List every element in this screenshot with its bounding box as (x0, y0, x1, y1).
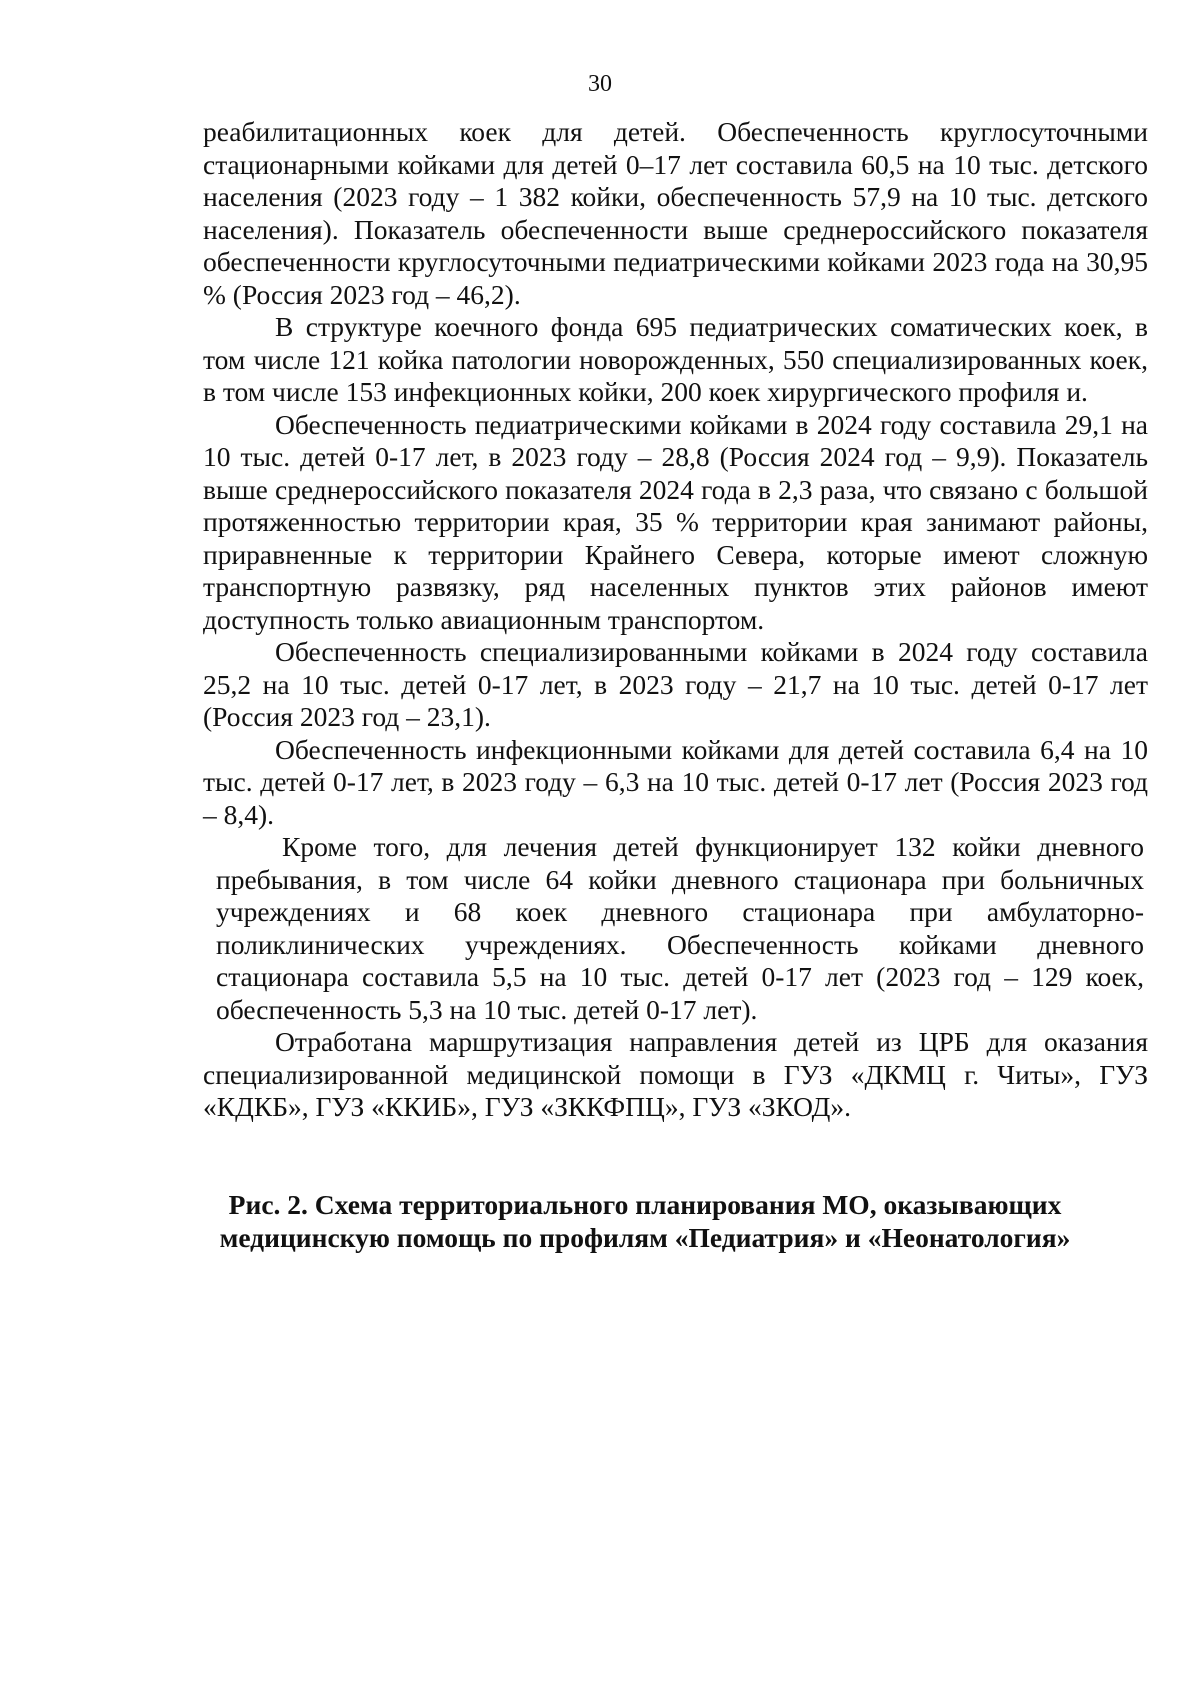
figure-caption-line-1: Рис. 2. Схема территориального планирования МО, оказывающих (228, 1189, 1062, 1220)
page-number: 30 (588, 71, 612, 97)
figure-caption-line-2: медицинскую помощь по профилям «Педиатрия» и «Неонатология» (219, 1222, 1071, 1253)
paragraph-day-stay-beds: Кроме того, для лечения детей функционирует 132 койки дневного пребывания, в том числе 64 койки дневного стационара при больничных учреждениях и 68 коек дневного стационара при амбулаторно-поликлинических учреждениях. Обеспеченность койками дневного стационара составила 5,5 на 10 тыс. детей 0-17 лет (2023 год – 129 коек, обеспеченность 5,3 на 10 тыс. детей 0-17 лет). (216, 831, 1144, 1025)
paragraph-bed-fund-structure: В структуре коечного фонда 695 педиатрических соматических коек, в том числе 121 койка патологии новорожденных, 550 специализированных коек, в том числе 153 инфекционных койки, 200 коек хирургического профиля и. (203, 311, 1148, 407)
body-text (203, 116, 1148, 1124)
paragraph-pediatric-beds: Обеспеченность педиатрическими койками в 2024 году составила 29,1 на 10 тыс. детей 0-17 лет, в 2023 году – 28,8 (Россия 2024 год – 9,9). Показатель выше среднероссийского показателя 2024 года в 2,3 раза, что связано с большой протяженностью территории края, 35 % территории края занимают районы, приравненные к территории Крайнего Севера, которые имеют сложную транспортную развязку, ряд населенных пунктов этих районов имеют доступность только авиационным транспортом. (203, 408, 1148, 635)
figure-caption (180, 1188, 1110, 1254)
paragraph-specialized-beds: Обеспеченность специализированными койками в 2024 году составила 25,2 на 10 тыс. детей 0-17 лет, в 2023 году – 21,7 на 10 тыс. детей 0-17 лет (Россия 2023 год – 23,1). (203, 636, 1148, 732)
paragraph-routing: Отработана маршрутизация направления детей из ЦРБ для оказания специализированной медицинской помощи в ГУЗ «ДКМЦ г. Читы», ГУЗ «КДКБ», ГУЗ «ККИБ», ГУЗ «ЗККФПЦ», ГУЗ «ЗКОД». (203, 1026, 1148, 1122)
paragraph-continued: реабилитационных коек для детей. Обеспеченность круглосуточными стационарными койками для детей 0–17 лет составила 60,5 на 10 тыс. детского населения (2023 году – 1 382 койки, обеспеченность 57,9 на 10 тыс. детского населения). Показатель обеспеченности выше среднероссийского показателя обеспеченности круглосуточными педиатрическими койками 2023 года на 30,95 % (Россия 2023 год – 46,2). (203, 116, 1148, 310)
paragraph-infectious-beds: Обеспеченность инфекционными койками для детей составила 6,4 на 10 тыс. детей 0-17 лет, в 2023 году – 6,3 на 10 тыс. детей 0-17 лет (Россия 2023 год – 8,4). (203, 733, 1148, 830)
